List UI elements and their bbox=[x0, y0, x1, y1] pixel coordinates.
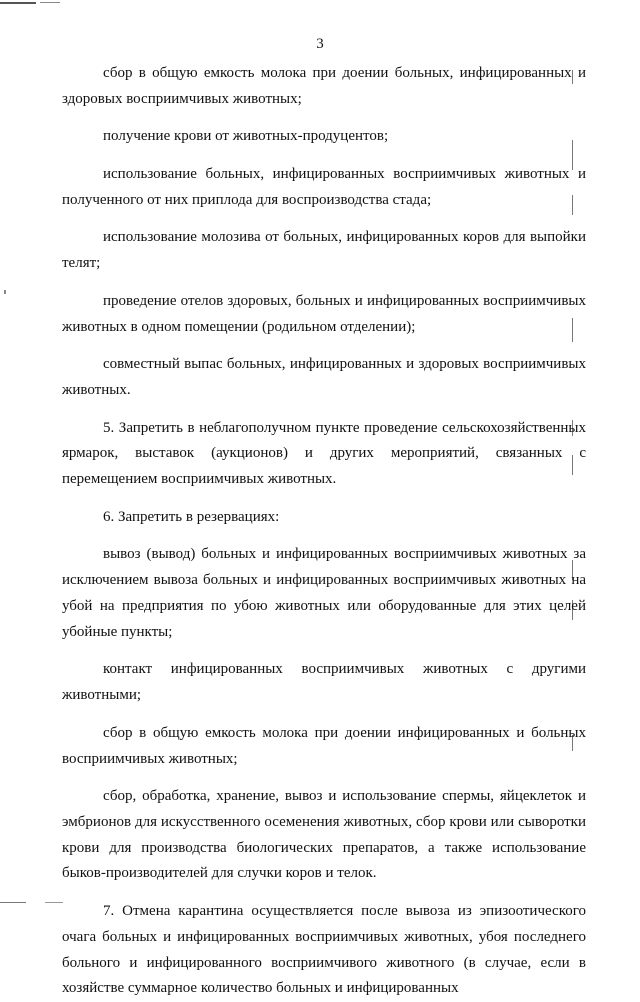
list-item: контакт инфицированных восприимчивых животных с другими животными; bbox=[62, 661, 586, 704]
scan-artifact bbox=[0, 2, 36, 4]
numbered-paragraph: 6. Запретить в резервациях: bbox=[103, 508, 280, 525]
page-number: 3 bbox=[316, 36, 324, 52]
numbered-paragraph: 5. Запретить в неблагополучном пункте проведение сельскохозяйственных ярмарок, выставок (аукционов) и других мероприятий, связанных с перемещением восприимчивых животных. bbox=[62, 419, 586, 488]
scan-artifact bbox=[45, 902, 63, 903]
document-body bbox=[62, 61, 586, 1002]
scan-artifact bbox=[0, 902, 26, 903]
list-item: совместный выпас больных, инфицированных и здоровых восприимчивых животных. bbox=[62, 356, 586, 398]
scan-artifact bbox=[4, 290, 6, 294]
list-item: использование молозива от больных, инфицированных коров для выпойки телят; bbox=[62, 229, 586, 272]
list-item: вывоз (вывод) больных и инфицированных восприимчивых животных за исключением вывоза больных и инфицированных восприимчивых животных на убой на предприятия по убою животных или оборудованные для этих целей убойные пункты; bbox=[62, 546, 586, 640]
list-item: проведение отелов здоровых, больных и инфицированных восприимчивых животных в одном помещении (родильном отделении); bbox=[62, 292, 586, 335]
list-item: сбор в общую емкость молока при доении больных, инфицированных и здоровых восприимчивых животных; bbox=[62, 65, 586, 107]
scan-artifact bbox=[40, 2, 60, 3]
list-item: получение крови от животных-продуцентов; bbox=[103, 128, 389, 145]
list-item: использование больных, инфицированных восприимчивых животных и полученного от них приплода для воспроизводства стада; bbox=[62, 165, 586, 208]
list-item: сбор, обработка, хранение, вывоз и использование спермы, яйцеклеток и эмбрионов для искусственного осеменения животных, сбор крови или сыворотки крови для производства биологических препаратов, а также использование быков-производителей для случки коров и телок. bbox=[62, 788, 586, 882]
list-item: сбор в общую емкость молока при доении инфицированных и больных восприимчивых животных; bbox=[62, 724, 586, 767]
numbered-paragraph: 7. Отмена карантина осуществляется после вывоза из эпизоотического очага больных и инфицированных восприимчивых животных, убоя последнего больного и инфицированного восприимчивого животного (в случае, если в хозяйстве суммарное количество больных и инфицированных bbox=[62, 903, 586, 997]
